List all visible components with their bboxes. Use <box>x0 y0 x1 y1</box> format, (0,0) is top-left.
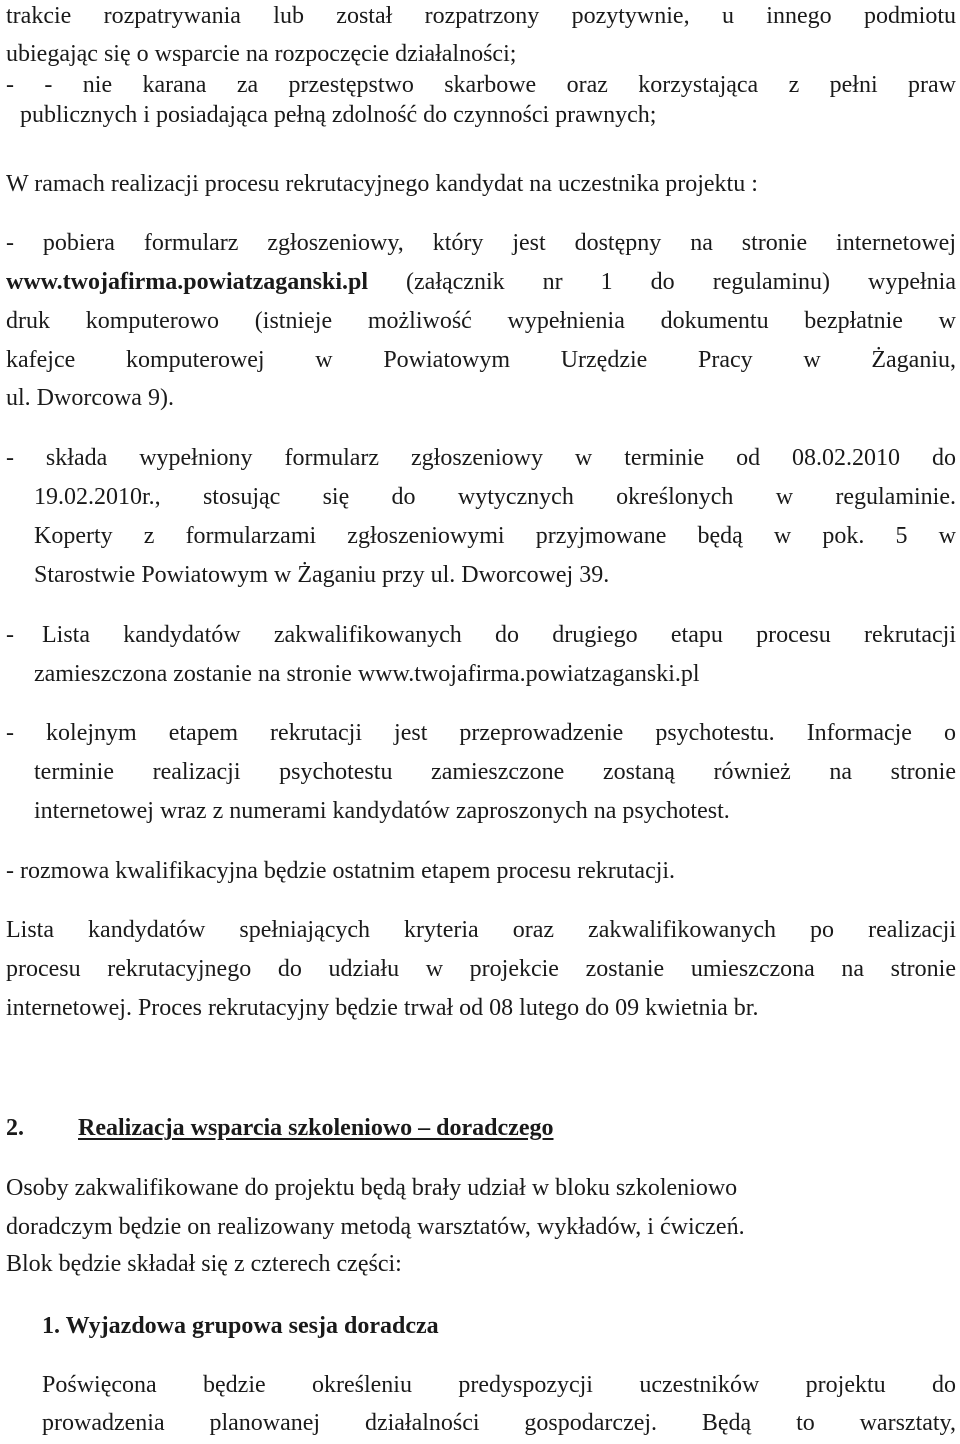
list-info-line-1: Lista kandydatów spełniających kryteria oraz zakwalifikowanych po realizacji <box>6 917 956 943</box>
intro-line-2: ubiegając się o wsparcie na rozpoczęcie działalności; <box>6 41 517 67</box>
step3-line-2: zamieszczona zostanie na stronie www.twojafirma.powiatzaganski.pl <box>34 661 700 687</box>
intro-line-4: publicznych i posiadająca pełną zdolność do czynności prawnych; <box>20 102 657 128</box>
step2-line-2: 19.02.2010r., stosując się do wytycznych określonych w regulaminie. <box>34 484 956 510</box>
step1-line-5: ul. Dworcowa 9). <box>6 385 174 411</box>
step3-line-1: Lista kandydatów zakwalifikowanych do drugiego etapu procesu rekrutacji <box>42 622 956 648</box>
process-intro: W ramach realizacji procesu rekrutacyjnego kandydat na uczestnika projektu : <box>6 171 758 197</box>
list-info-line-2: procesu rekrutacyjnego do udziału w projekcie zostanie umieszczona na stronie <box>6 956 956 982</box>
subsection1-title: 1. Wyjazdowa grupowa sesja doradcza <box>42 1313 439 1339</box>
section2-line-1: Osoby zakwalifikowane do projektu będą brały udział w bloku szkoleniowo <box>6 1175 738 1201</box>
section2-line-2: doradczym będzie on realizowany metodą warsztatów, wykładów, i ćwiczeń. <box>6 1214 745 1240</box>
step1-url: www.twojafirma.powiatzaganski.pl <box>6 269 369 295</box>
step2-line-4: Starostwie Powiatowym w Żaganiu przy ul. Dworcowej 39. <box>34 562 610 588</box>
step4-line-2: terminie realizacji psychotestu zamieszczone zostaną również na stronie <box>34 759 956 785</box>
step1-line-2 <box>6 270 956 294</box>
step2-line-3: Koperty z formularzami zgłoszeniowymi przyjmowane będą w pok. 5 w <box>34 523 956 549</box>
section2-line-3: Blok będzie składał się z czterech części: <box>6 1251 402 1277</box>
intro-line-1: trakcie rozpatrywania lub został rozpatrzony pozytywnie, u innego podmiotu <box>6 3 956 29</box>
list-info-line-3: internetowej. Proces rekrutacyjny będzie trwał od 08 lutego do 09 kwietnia br. <box>6 995 759 1021</box>
step1-line-3: druk komputerowo (istnieje możliwość wypełnienia dokumentu bezpłatnie w <box>6 308 956 334</box>
step4-line-1: - kolejnym etapem rekrutacji jest przeprowadzenie psychotestu. Informacje o <box>6 720 956 746</box>
step2-line-1: - składa wypełniony formularz zgłoszeniowy w terminie od 08.02.2010 do <box>6 445 956 471</box>
subsection1-line-1: Poświęcona będzie określeniu predyspozycji uczestników projektu do <box>42 1372 956 1398</box>
section2-number: 2. <box>6 1115 24 1141</box>
step1-line-4: kafejce komputerowej w Powiatowym Urzędzie Pracy w Żaganiu, <box>6 347 956 373</box>
section2-title: Realizacja wsparcia szkoleniowo – doradczego <box>78 1115 554 1141</box>
subsection1-line-2: prowadzenia planowanej działalności gospodarczej. Będą to warsztaty, <box>42 1410 956 1436</box>
step1-line-2-rest: (załącznik nr 1 do regulaminu) wypełnia <box>368 269 956 295</box>
step5-line: - rozmowa kwalifikacyjna będzie ostatnim etapem procesu rekrutacji. <box>6 858 676 884</box>
step4-line-3: internetowej wraz z numerami kandydatów zaproszonych na psychotest. <box>34 798 730 824</box>
step3-dash: - <box>6 622 14 648</box>
step1-line-1: - pobiera formularz zgłoszeniowy, który jest dostępny na stronie internetowej <box>6 230 956 256</box>
intro-line-3: - - nie karana za przestępstwo skarbowe oraz korzystająca z pełni praw <box>6 72 956 98</box>
